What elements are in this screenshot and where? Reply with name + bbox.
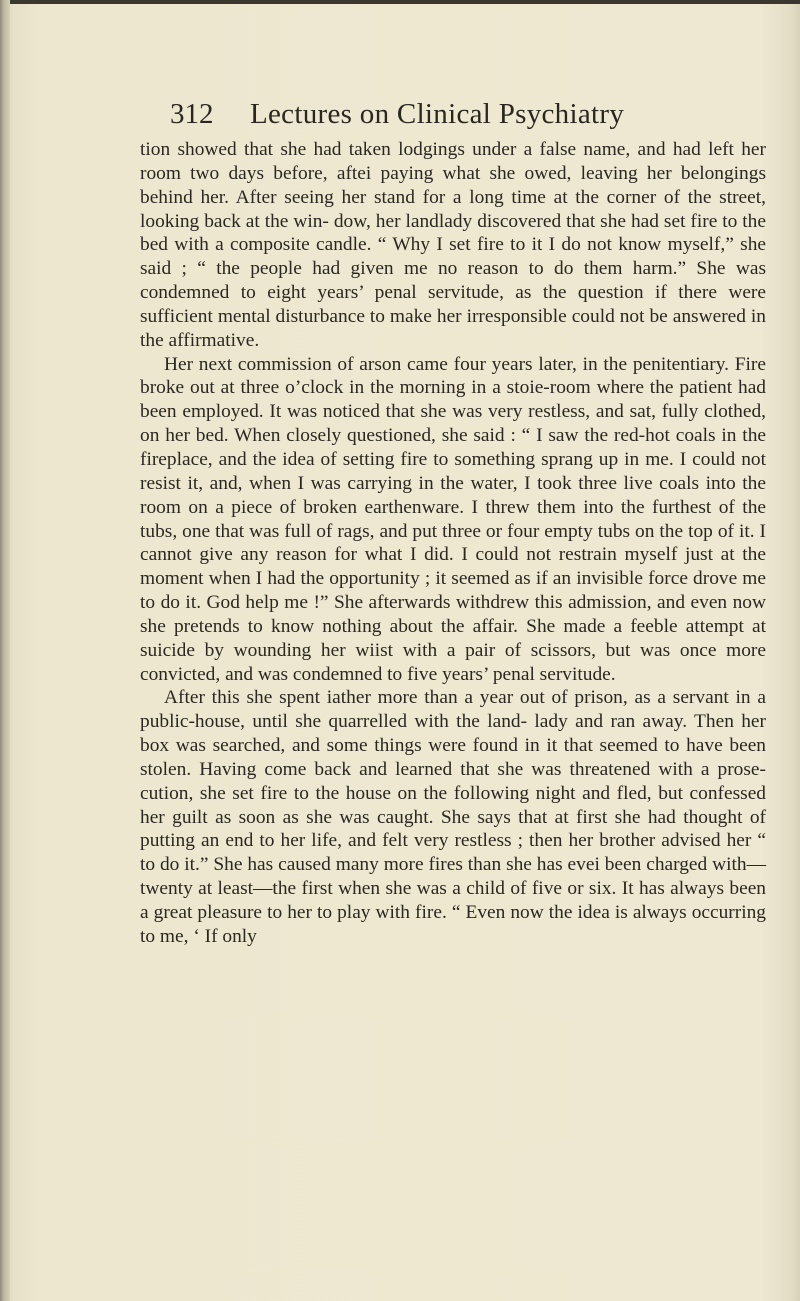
paragraph-2: Her next commission of arson came four years later, in the penitentiary. Fire broke out at three o’clock in the morning in a stoie-room where the patient had been employed. It was noticed that she was very restless, and sat, fully clothed, on her bed. When closely questioned, she said : “ I saw the red-hot coals in the fireplace, and the idea of setting fire to something sprang up in me. I could not resist it, and, when I was carrying in the water, I took three live coals into the room on a piece of broken earthenware. I threw them into the furthest of the tubs, one that was full of rags, and put three or four empty tubs on the top of it. I cannot give any reason for what I did. I could not restrain myself just at the moment when I had the opportunity ; it seemed as if an invisible force drove me to do it. God help me !” She afterwards withdrew this admission, and even now she pretends to know nothing about the affair. She made a feeble attempt at suicide by wounding her wiist with a pair of scissors, but was once more convicted, and was condemned to five years’ penal servitude.	[140, 353, 766, 685]
body-text	[140, 138, 766, 949]
paragraph-1: tion showed that she had taken lodgings under a false name, and had left her room two days before, aftei paying what she owed, leaving her belongings behind her. After seeing her stand for a long time at the corner of the street, looking back at the win- dow, her landlady discovered that she had set fire to the bed with a composite candle. “ Why I set fire to it I do not know myself,” she said ; “ the people had given me no reason to do them harm.” She was condemned to eight years’ penal servitude, as the question if there were sufficient mental disturbance to make her irresponsible could not be answered in the affirmative.	[140, 139, 766, 351]
page-number: 312	[170, 98, 214, 130]
page-top-edge	[0, 0, 800, 4]
running-header	[170, 92, 690, 136]
paragraph-3: After this she spent iather more than a year out of prison, as a servant in a public-house, until she quarrelled with the land- lady and ran away. Then her box was searched, and some things were found in it that seemed to have been stolen. Having come back and learned that she was threatened with a prose- cution, she set fire to the house on the following night and fled, but confessed her guilt as soon as she was caught. She says that at first she had thought of putting an end to her life, and felt very restless ; then her brother advised her “ to do it.” She has caused many more fires than she has evei been charged with—twenty at least—the first when she was a child of five or six. It has always been a great pleasure to her to play with fire. “ Even now the idea is always occurring to me, ‘ If only	[140, 687, 766, 947]
page-binding-edge	[0, 0, 10, 1301]
running-title: Lectures on Clinical Psychiatry	[250, 98, 625, 130]
